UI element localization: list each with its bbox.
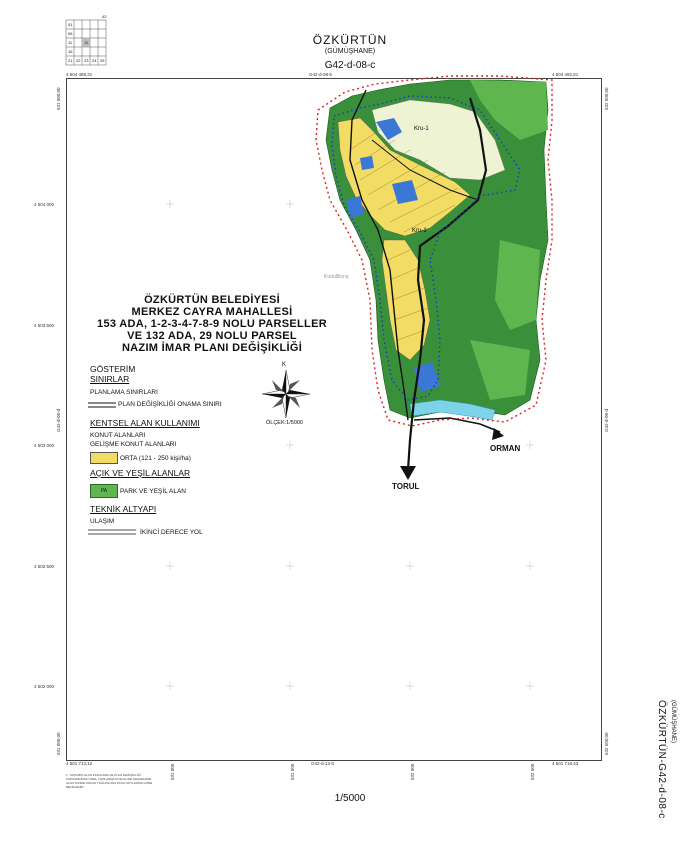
torul-arrow-icon: [400, 466, 416, 480]
legend-plan-change-boundary: PLAN DEĞİŞİKLİĞİ ONAMA SINIRI: [118, 401, 222, 408]
corner-right-top: 532 500,00: [604, 87, 609, 110]
legend-plan-change-line-icon: [88, 400, 116, 410]
coord-bottom-right: 4 501 716,43: [552, 761, 579, 766]
legend-planning-boundaries: PLANLAMA SINIRLARI: [90, 389, 158, 396]
plan-note: 1. YAPILMIŞ OLAN PLANLAMA VE PLAN DEĞİŞİKLİĞİ KAPSAMINDAKİ ÖZEL YAPILAŞMA KOŞULLARI GEÇERLİDİR. ALAN İÇİNDE NÜFUS YOĞUNLUĞU PLAN NOTLARINA GÖRE BELİRLENİR.: [66, 773, 153, 789]
legend-secondary-road: İKİNCİ DERECE YOL: [140, 529, 203, 536]
legend-park-green: PARK VE YEŞİL ALAN: [120, 488, 186, 495]
plan-title-line-4: VE 132 ADA, 29 NOLU PARSEL: [127, 330, 297, 342]
plan-title-block: [82, 294, 342, 354]
index-cell-22: 22: [76, 58, 81, 63]
x-label-2: 531 500: [290, 763, 295, 780]
plan-title-line-3: 153 ADA, 1-2-3-4-7-8-9 NOLU PARSELLER: [97, 318, 327, 330]
x-label-3: 532 000: [410, 763, 415, 780]
legend-secondary-road-icon: [88, 528, 136, 536]
legend-boundaries-heading: SINIRLAR: [90, 374, 130, 384]
legend-heading: GÖSTERİM: [90, 364, 136, 374]
y-label-4: 4 502 500: [34, 564, 55, 569]
index-cell-24: 24: [92, 58, 97, 63]
side-title: ÖZKÜRTÜN-G42-d-08-c: [656, 700, 667, 819]
y-label-3: 4 503 000: [34, 443, 55, 448]
index-cell-21: 21: [68, 58, 73, 63]
plan-title-line-2: MERKEZ CAYRA MAHALLESİ: [131, 306, 293, 318]
sheet-right: G42-d-08-d: [604, 408, 609, 432]
y-label-5: 4 502 000: [34, 684, 55, 689]
x-label-1: 531 000: [170, 763, 175, 780]
index-corner-label: 42: [102, 14, 107, 19]
legend-urban-heading: KENTSEL ALAN KULLANIMI: [90, 418, 200, 428]
legend-technical-heading: TEKNİK ALTYAPI: [90, 504, 157, 514]
coord-top-left: 4 504 469,31: [66, 72, 93, 77]
corner-left-bottom: 531 000,00: [56, 732, 61, 755]
index-cell-01: 01: [68, 22, 73, 27]
bottom-scale: 1/5000: [334, 793, 366, 804]
plan-title-line-5: NAZIM İMAR PLANI DEĞİŞİKLİĞİ: [121, 342, 303, 354]
province-subtitle: (GÜMÜŞHANE): [324, 48, 376, 55]
compass-north-label: K: [282, 362, 287, 368]
zone-label-kru2: Kru-1: [412, 228, 427, 234]
corner-right-bottom: 532 500,00: [604, 732, 609, 755]
map-watermark: KurtulBorsj: [324, 274, 349, 280]
index-cell-06: 06: [68, 31, 73, 36]
orman-arrow-icon: [492, 428, 504, 440]
legend-medium-density: ORTA (121 - 250 kişi/ha): [120, 455, 191, 462]
legend-housing-swatch: [90, 452, 118, 464]
index-cell-23: 23: [84, 58, 89, 63]
legend-open-green-heading: AÇIK VE YEŞİL ALANLAR: [90, 468, 191, 478]
x-label-4: 532 500: [530, 763, 535, 780]
plan-title-line-1: ÖZKÜRTÜN BELEDİYESİ: [144, 294, 280, 306]
town-title: ÖZKÜRTÜN: [312, 33, 388, 47]
legend-park-swatch: PA: [90, 484, 118, 498]
coord-bottom-left: 4 501 713,12: [66, 761, 93, 766]
orman-label: ORMAN: [490, 444, 521, 453]
side-province: (GÜMÜŞHANE): [670, 700, 676, 743]
sheet-number: G42-d-08-c: [324, 60, 376, 71]
sheet-top-center: G42-d-08-b: [309, 72, 333, 77]
corner-left-top: 531 000,00: [56, 87, 61, 110]
y-label-1: 4 504 000: [34, 202, 55, 207]
compass-rose-icon: [262, 370, 310, 418]
index-cell-16: 16: [68, 49, 73, 54]
compass-scale: ÖLÇEK:1/5000: [266, 420, 303, 426]
coord-top-right: 4 504 492,61: [552, 72, 579, 77]
facility-area-5: [360, 156, 374, 170]
legend-housing-areas: KONUT ALANLARI: [90, 432, 146, 439]
y-label-2: 4 503 500: [34, 323, 55, 328]
sheet-left: G42-d-08-d: [56, 408, 61, 432]
index-cell-25: 25: [100, 58, 105, 63]
index-cell-11: 11: [68, 40, 73, 45]
sheet-bottom-center: G42-d-13-b: [311, 761, 335, 766]
zone-label-kru1: Kru-1: [414, 126, 429, 132]
legend-transport: ULAŞIM: [90, 518, 115, 525]
torul-label: TORUL: [392, 482, 420, 491]
legend-development-housing: GELİŞME KONUT ALANLARI: [90, 441, 177, 448]
index-marker: D: [85, 40, 88, 45]
